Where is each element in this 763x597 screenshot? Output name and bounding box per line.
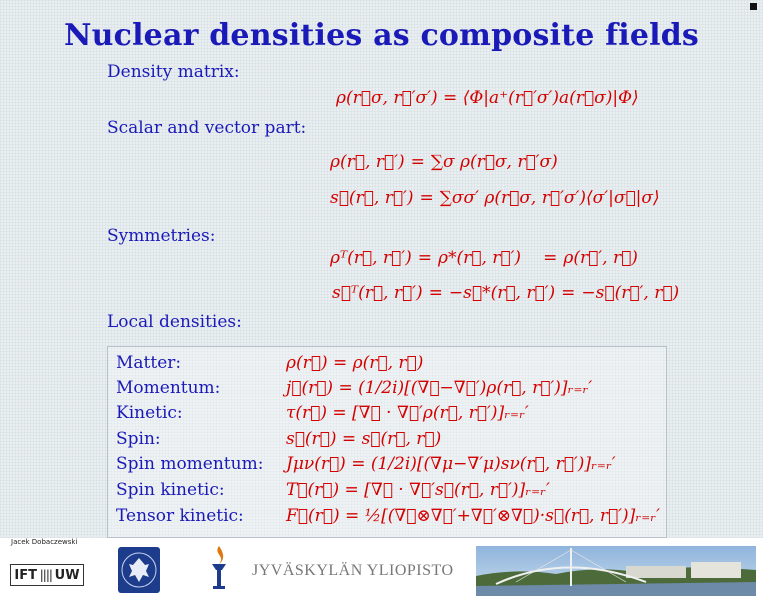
heading-local-densities: Local densities: — [107, 312, 242, 332]
equals-sign: = — [543, 248, 558, 268]
warsaw-university-seal-icon — [118, 547, 160, 593]
sym2-mid: −s⃗*(r⃗, r⃗′) — [448, 283, 556, 303]
local-formula: Jμν(r⃗) = (1/2i)[(∇μ−∇′μ)sν(r⃗, r⃗′)]ᵣ₌ᵣ′ — [286, 454, 616, 474]
local-name: Momentum: — [116, 378, 221, 398]
vector-lhs: s⃗(r⃗, r⃗′) — [330, 188, 414, 208]
equation-symmetry-rho — [330, 248, 638, 268]
local-name: Spin momentum: — [116, 454, 264, 474]
local-name: Spin kinetic: — [116, 480, 225, 500]
equals-sign: = — [417, 248, 432, 268]
local-name: Spin: — [116, 429, 161, 449]
sym1-mid: ρ*(r⃗, r⃗′) — [437, 248, 522, 268]
ift-logo-left: IFT — [14, 567, 37, 583]
author-label: Jacek Dobaczewski — [11, 538, 78, 546]
heading-density-matrix: Density matrix: — [107, 62, 240, 82]
slide-title: Nuclear densities as composite fields — [63, 18, 699, 53]
campus-photo — [476, 546, 756, 596]
ift-logo-right: UW — [54, 567, 80, 583]
scalar-lhs: ρ(r⃗, r⃗′) — [330, 152, 405, 172]
local-formula: ρ(r⃗) = ρ(r⃗, r⃗) — [286, 353, 424, 373]
sym2-lhs: s⃗ᵀ(r⃗, r⃗′) — [332, 283, 423, 303]
local-name: Kinetic: — [116, 403, 183, 423]
local-densities-box — [107, 346, 667, 538]
equation-vector — [330, 188, 660, 208]
equals-sign: = — [419, 188, 434, 208]
equation-density-matrix: ρ(r⃗σ, r⃗′σ′) = ⟨Φ|a⁺(r⃗′σ′)a(r⃗σ)|Φ⟩ — [336, 88, 639, 108]
scalar-rhs: ∑σ ρ(r⃗σ, r⃗′σ) — [430, 152, 558, 172]
jyu-torch-icon — [204, 544, 234, 596]
heading-symmetries: Symmetries: — [107, 226, 216, 246]
heading-scalar-vector: Scalar and vector part: — [107, 118, 307, 138]
corner-mark — [750, 3, 757, 10]
local-name: Tensor kinetic: — [116, 506, 244, 526]
local-name: Matter: — [116, 353, 182, 373]
sym2-rhs: −s⃗(r⃗′, r⃗) — [581, 283, 680, 303]
equation-scalar — [330, 152, 558, 172]
sym1-lhs: ρᵀ(r⃗, r⃗′) — [330, 248, 412, 268]
local-formula: τ(r⃗) = [∇⃗ · ∇⃗′ρ(r⃗, r⃗′)]ᵣ₌ᵣ′ — [286, 403, 529, 423]
vector-rhs: ∑σσ′ ρ(r⃗σ, r⃗′σ′)⟨σ′|σ⃗|σ⟩ — [439, 188, 660, 208]
equals-sign: = — [410, 152, 425, 172]
local-formula: T⃗(r⃗) = [∇⃗ · ∇⃗′s⃗(r⃗, r⃗′)]ᵣ₌ᵣ′ — [286, 480, 550, 500]
local-formula: F⃗(r⃗) = ½[(∇⃗⊗∇⃗′+∇⃗′⊗∇⃗)·s⃗(r⃗, r⃗′)]ᵣ₌ᵣ′ — [286, 506, 660, 526]
equals-sign: = — [428, 283, 443, 303]
ift-logo-pillars: |||| — [39, 568, 52, 582]
sym1-rhs: ρ(r⃗′, r⃗) — [563, 248, 638, 268]
ift-uw-logo — [10, 564, 84, 586]
university-name: JYVÄSKYLÄN YLIOPISTO — [252, 562, 454, 579]
footer — [0, 538, 763, 597]
equals-sign: = — [561, 283, 576, 303]
local-formula: s⃗(r⃗) = s⃗(r⃗, r⃗) — [286, 429, 442, 449]
local-formula: j⃗(r⃗) = (1/2i)[(∇⃗−∇⃗′)ρ(r⃗, r⃗′)]ᵣ₌ᵣ′ — [286, 378, 593, 398]
equation-symmetry-s — [332, 283, 679, 303]
